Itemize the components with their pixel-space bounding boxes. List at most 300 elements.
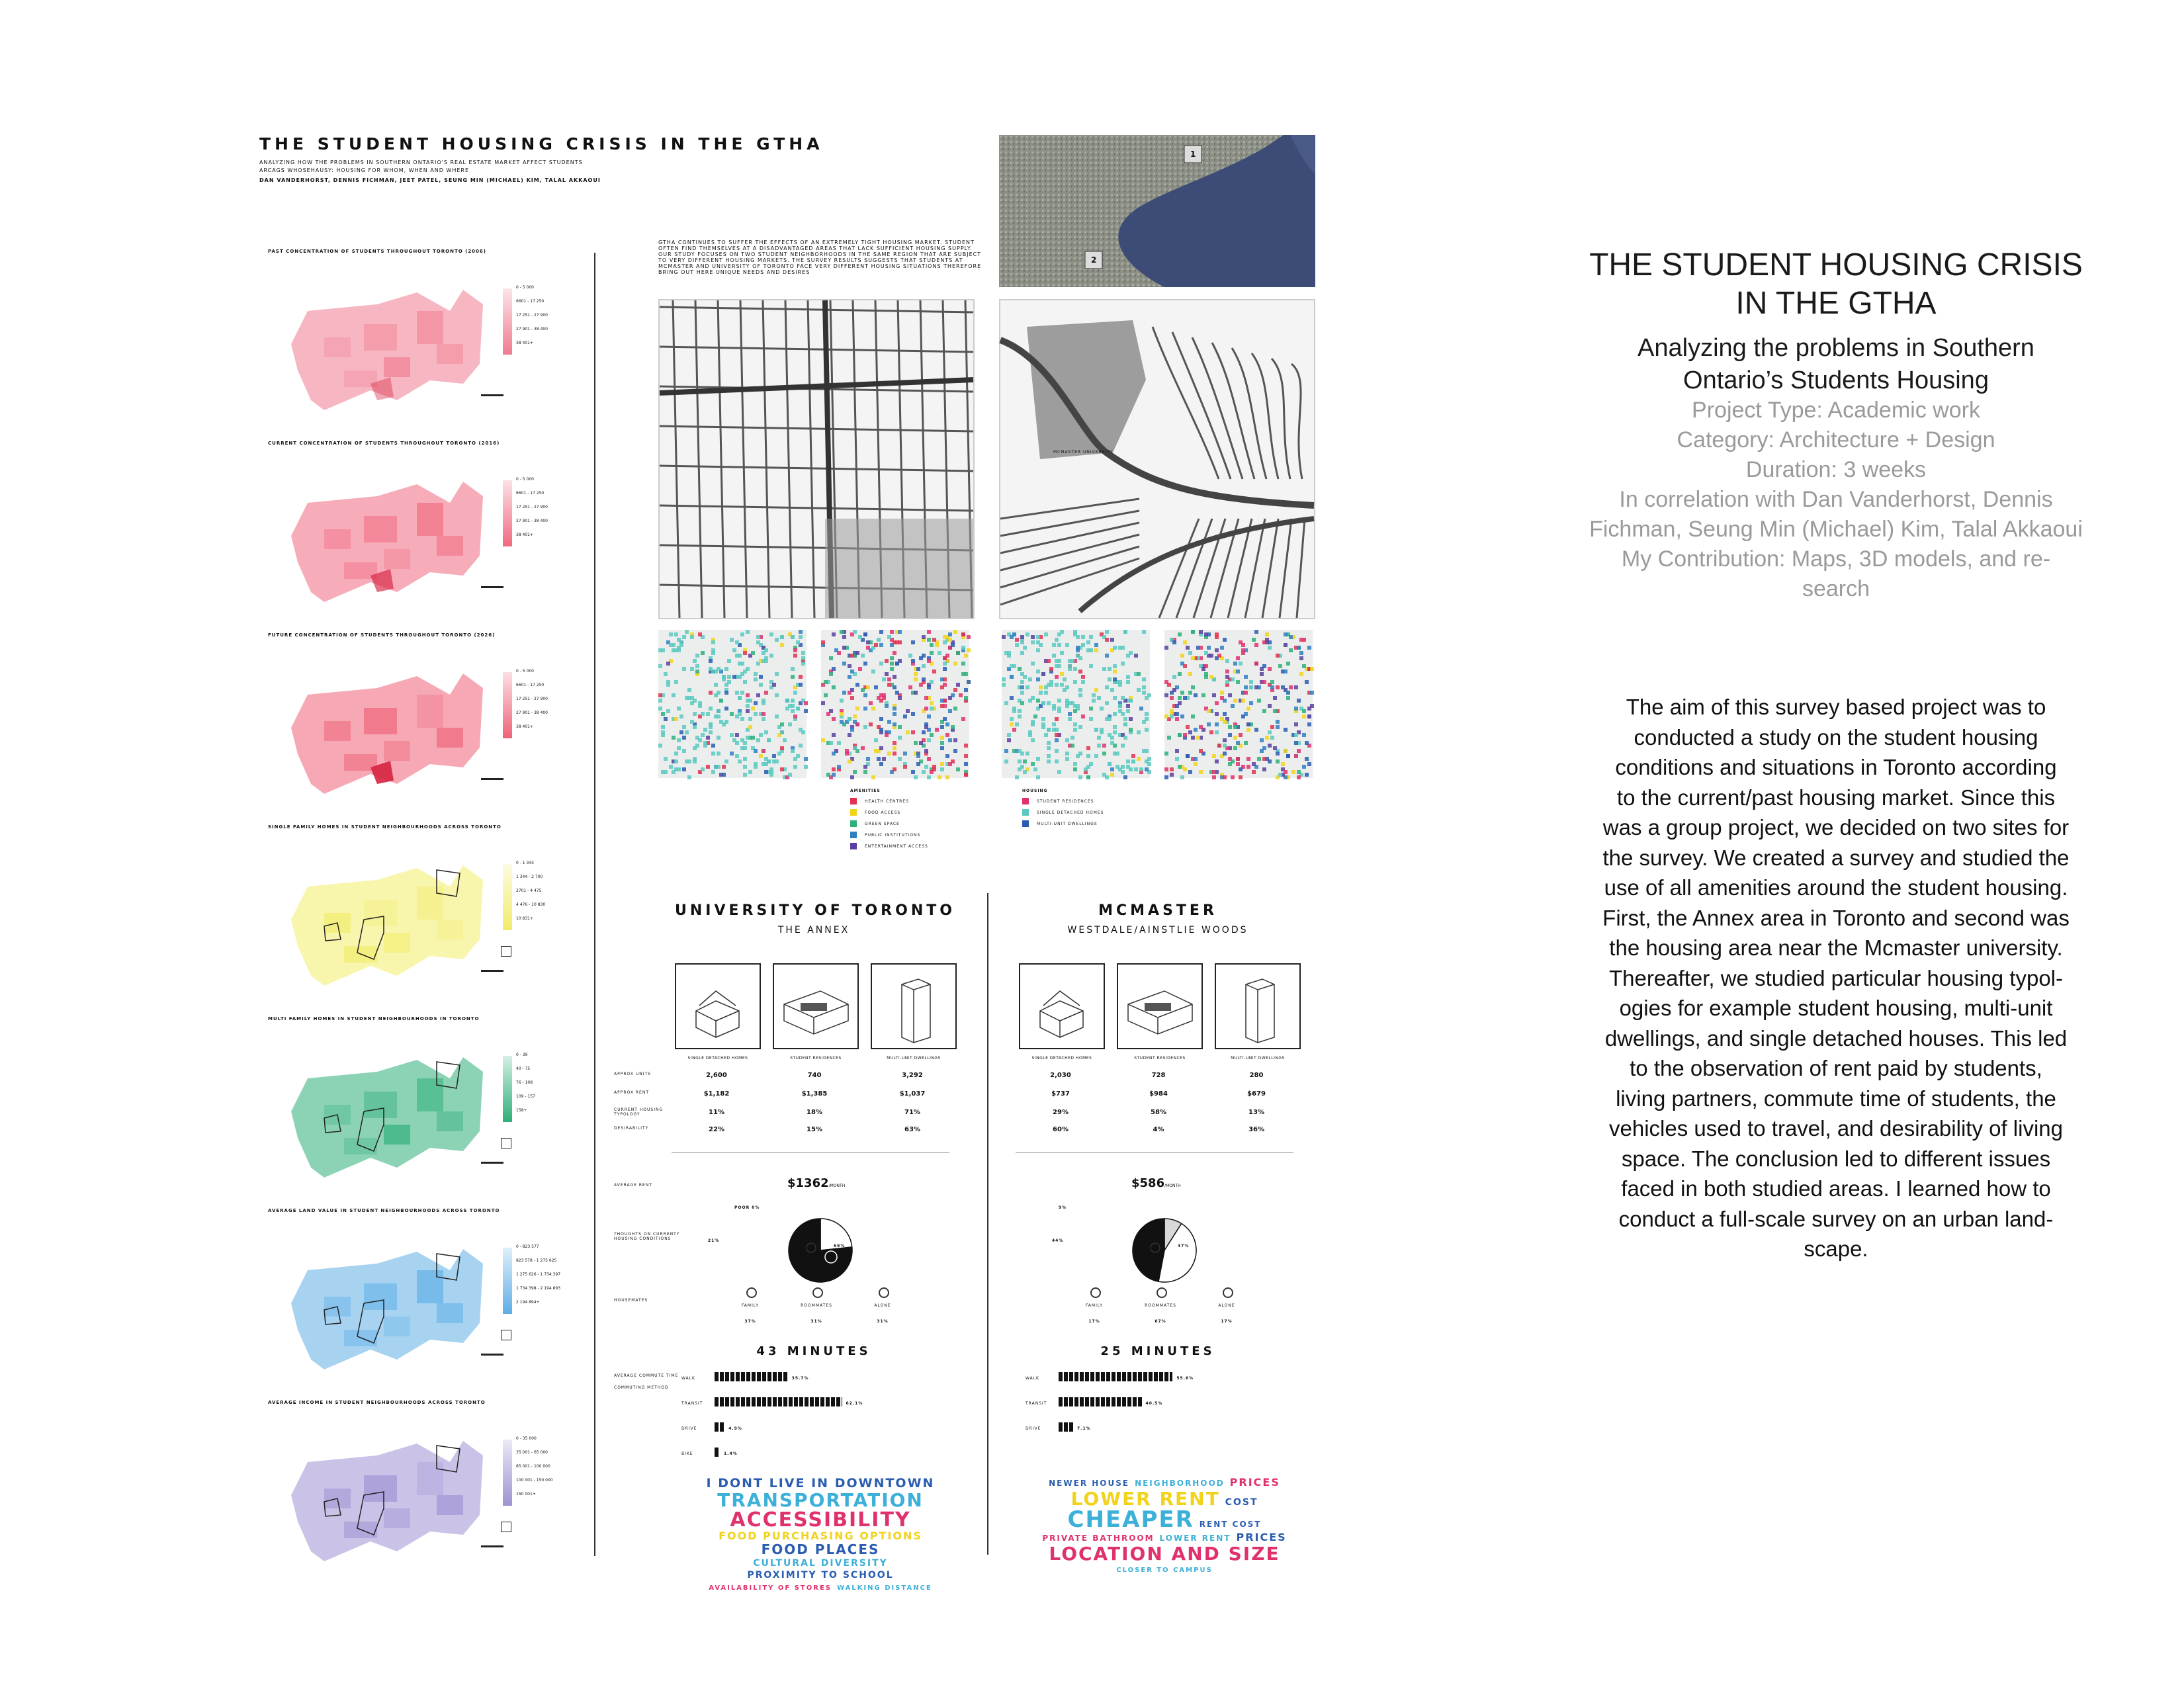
- legend-label: 38 401+: [516, 724, 534, 729]
- amenity-legend-item: [850, 809, 928, 816]
- toronto-map-panel: [268, 628, 579, 814]
- toronto-map-graphic: [281, 662, 493, 807]
- project-description-line: vehicles used to travel, and desirability of living: [1608, 1116, 2064, 1141]
- legend-label: 40 - 75: [516, 1066, 531, 1071]
- amenity-legend-label: HEALTH CENTRES: [865, 799, 909, 804]
- commute-method-value: 7.1%: [1077, 1426, 1091, 1431]
- legend-labels: [516, 472, 548, 542]
- north-arrow-icon: [481, 970, 503, 972]
- toronto-map-graphic: [281, 1237, 493, 1383]
- legend-labels: [516, 664, 548, 734]
- legend-label: 0 - 39: [516, 1053, 528, 1057]
- stat-value-desirability: 36%: [1248, 1126, 1264, 1133]
- person-icon: [1157, 1287, 1167, 1298]
- project-meta-line: My Contribution: Maps, 3D models, and re-: [1621, 546, 2051, 572]
- toronto-map-label: AVERAGE INCOME IN STUDENT NEIGHBOURHOODS ACROSS TORONTO: [268, 1400, 486, 1405]
- stat-value-desirability: 22%: [709, 1126, 724, 1133]
- commute-method-value: 55.6%: [1176, 1376, 1194, 1381]
- legend-gradient-bar: [503, 480, 512, 546]
- toronto-map-graphic: [281, 278, 493, 423]
- stat-value-typology: 13%: [1248, 1109, 1264, 1116]
- toronto-map-legend: [503, 669, 548, 738]
- toronto-map-district: [437, 1303, 463, 1323]
- housemate-label: ROOMMATES: [801, 1303, 832, 1308]
- project-description-line: faced in both studied areas. I learned how to: [1621, 1176, 2051, 1201]
- legend-outline-key: [501, 946, 511, 957]
- legend-label: 823 578 - 1 275 625: [516, 1258, 557, 1263]
- toronto-map-label: AVERAGE LAND VALUE IN STUDENT NEIGHBOURHOODS ACROSS TORONTO: [268, 1208, 500, 1213]
- legend-label: 1 734 398 - 2 194 893: [516, 1286, 561, 1291]
- legend-label: 1 344 - 2 700: [516, 875, 543, 879]
- project-meta-line: search: [1802, 576, 1870, 601]
- housing-type-illustration: [675, 963, 761, 1049]
- satellite-map-graphic: [999, 135, 1315, 287]
- toronto-map-legend: [503, 285, 548, 355]
- toronto-map-district: [324, 529, 351, 549]
- housing-legend-label: STUDENT RESIDENCES: [1037, 799, 1094, 804]
- commute-method-label: TRANSIT: [681, 1401, 703, 1406]
- legend-label: 38 401+: [516, 341, 534, 345]
- housemate-label: FAMILY: [741, 1303, 760, 1308]
- section-divider: [672, 1152, 949, 1153]
- toronto-map-district: [417, 311, 443, 344]
- word-cloud-term: CHEAPER: [1067, 1506, 1194, 1533]
- project-description-line: use of all amenities around the student housing.: [1604, 875, 2068, 900]
- project-subtitle: [1522, 332, 2150, 397]
- pie-label: POOR 0%: [734, 1205, 760, 1210]
- word-cloud-term: COST: [1225, 1497, 1258, 1508]
- stat-value-desirability: 4%: [1153, 1126, 1164, 1133]
- housing-type-illustration: [773, 963, 859, 1049]
- pie-label: 21%: [708, 1238, 720, 1243]
- legend-swatch: [850, 832, 857, 838]
- housing-legend-item: [1022, 798, 1104, 804]
- toronto-map-panel: [268, 245, 579, 430]
- word-cloud-term: CLOSER TO CAMPUS: [1116, 1567, 1213, 1574]
- legend-swatch: [850, 798, 857, 804]
- legend-label: 17 251 - 27 900: [516, 697, 548, 701]
- legend-label: 38 401+: [516, 533, 534, 537]
- commute-method-bar: [715, 1372, 788, 1381]
- average-rent: [1131, 1176, 1181, 1190]
- toronto-map-district: [364, 1283, 397, 1310]
- legend-labels: [516, 1240, 560, 1309]
- row-label-commute: AVERAGE COMMUTE TIME: [614, 1373, 679, 1378]
- person-icon: [812, 1287, 823, 1298]
- legend-label: 76 - 108: [516, 1080, 533, 1085]
- project-description-line: was a group project, we decided on two sites for: [1602, 815, 2070, 840]
- university-name: MCMASTER: [1098, 902, 1217, 919]
- person-icon: [746, 1287, 757, 1298]
- project-description-line: The aim of this survey based project was to: [1626, 695, 2046, 719]
- word-cloud-term: NEIGHBORHOOD: [1135, 1479, 1225, 1488]
- pie-label: 47%: [1178, 1244, 1190, 1248]
- poster-subtitle: [259, 159, 583, 175]
- word-cloud-term: LOCATION AND SIZE: [1049, 1543, 1280, 1565]
- toronto-map-district: [364, 516, 397, 542]
- housing-legend-item: [1022, 820, 1104, 827]
- housemate-value: 31%: [877, 1319, 889, 1324]
- legend-labels: [516, 281, 548, 350]
- toronto-map-legend: [503, 1436, 553, 1506]
- legend-label: 158+: [516, 1108, 527, 1113]
- housemate-value: 37%: [744, 1319, 756, 1324]
- amenity-legend-item: [850, 832, 928, 838]
- toronto-map-district: [417, 1462, 443, 1495]
- building-icon: [1020, 965, 1104, 1048]
- legend-label: 35 001 - 65 000: [516, 1450, 548, 1455]
- commute-method-bar: [715, 1448, 720, 1457]
- toronto-map-district: [437, 1495, 463, 1515]
- project-title-line: IN THE GTHA: [1735, 286, 1937, 321]
- building-icon: [774, 965, 857, 1048]
- housing-type-illustration: [1019, 963, 1105, 1049]
- word-cloud-term: RENT COST: [1199, 1520, 1262, 1529]
- legend-labels: [516, 1048, 535, 1117]
- toronto-map-graphic: [281, 853, 493, 999]
- toronto-map-district: [364, 900, 397, 926]
- commute-method-label: TRANSIT: [1026, 1401, 1047, 1406]
- amenity-legend-label: PUBLIC INSTITUTIONS: [865, 832, 921, 838]
- stat-value-units: 280: [1249, 1072, 1264, 1079]
- toronto-map-label: MULTI FAMILY HOMES IN STUDENT NEIGHBOURHOODS IN TORONTO: [268, 1016, 480, 1021]
- amenity-legend-label: FOOD ACCESS: [865, 810, 901, 815]
- north-arrow-icon: [481, 1354, 503, 1356]
- project-subtitle-line: Analyzing the problems in Southern: [1638, 334, 2034, 362]
- poster-subtitle-line: ARCAGS WHOSEHAUSY: HOUSING FOR WHOM, WHEN AND WHERE: [259, 167, 470, 173]
- toronto-map-district: [384, 1317, 410, 1336]
- amenity-legend-item: [850, 798, 928, 804]
- amenity-dot-maps-graphic: [658, 630, 1313, 778]
- row-label-method: COMMUTING METHOD: [614, 1385, 669, 1390]
- legend-label: 65 001 - 100 000: [516, 1464, 550, 1469]
- amenity-dot-map: [821, 630, 971, 779]
- word-cloud-term: WALKING DISTANCE: [836, 1584, 932, 1592]
- amenities-legend-title: AMENITIES: [850, 789, 881, 793]
- legend-label: 6601 - 17 250: [516, 491, 545, 496]
- project-description-line: the survey. We created a survey and studied the: [1602, 845, 2070, 870]
- legend-labels: [516, 1432, 553, 1501]
- project-description: [1522, 692, 2150, 1264]
- stat-value-units: 2,600: [706, 1072, 727, 1079]
- average-commute-time: 43 MINUTES: [756, 1344, 871, 1358]
- toronto-map-district: [364, 708, 397, 734]
- legend-label: 17 251 - 27 900: [516, 313, 548, 318]
- mcmaster-street-map: [999, 299, 1315, 619]
- project-description-line: to the current/past housing market. Since this: [1616, 785, 2056, 810]
- project-description-line: First, the Annex area in Toronto and second was: [1602, 905, 2070, 930]
- word-cloud-term: NEWER HOUSE: [1049, 1479, 1130, 1488]
- amenity-legend-item: [850, 843, 928, 849]
- commute-method-value: 40.5%: [1145, 1401, 1163, 1406]
- stat-value-typology: 11%: [709, 1109, 724, 1116]
- housing-legend-item: [1022, 809, 1104, 816]
- housing-type-label: STUDENT RESIDENCES: [790, 1056, 842, 1060]
- housing-type-label: STUDENT RESIDENCES: [1134, 1056, 1186, 1060]
- project-title-line: THE STUDENT HOUSING CRISIS: [1589, 247, 2083, 282]
- legend-label: 17 251 - 27 900: [516, 505, 548, 509]
- toronto-maps-column: [268, 245, 579, 1561]
- legend-label: 0 - 35 000: [516, 1436, 537, 1441]
- project-description-line: the housing area near the Mcmaster university.: [1609, 935, 2063, 960]
- north-arrow-icon: [481, 586, 503, 588]
- toronto-map-district: [437, 536, 463, 556]
- legend-swatch: [850, 809, 857, 816]
- toronto-map-label: CURRENT CONCENTRATION OF STUDENTS THROUGHOUT TORONTO (2016): [268, 441, 500, 446]
- toronto-map-panel: [268, 1204, 579, 1389]
- amenities-legend: [850, 789, 928, 849]
- word-cloud-term: I DONT LIVE IN DOWNTOWN: [706, 1476, 935, 1491]
- row-label-average-rent: AVERAGE RENT: [614, 1183, 653, 1188]
- legend-label: 109 - 157: [516, 1094, 535, 1099]
- toronto-map-legend: [503, 861, 546, 930]
- row-label-rent: APPROX RENT: [614, 1090, 649, 1095]
- annex-street-map-graphic: [660, 300, 973, 618]
- building-icon: [1216, 965, 1299, 1048]
- mcmaster-column: [1019, 893, 1317, 1588]
- stat-value-rent: $1,037: [899, 1090, 926, 1098]
- legend-label: 0 - 1 343: [516, 861, 534, 865]
- project-meta-line: Duration: 3 weeks: [1745, 457, 1927, 482]
- housemate-label: ALONE: [1218, 1303, 1235, 1308]
- word-cloud-term: PROXIMITY TO SCHOOL: [747, 1570, 894, 1580]
- housing-type-label: SINGLE DETACHED HOMES: [687, 1056, 748, 1060]
- university-name: UNIVERSITY OF TORONTO: [675, 902, 955, 919]
- housemate-value: 31%: [810, 1319, 822, 1324]
- project-meta-line: Category: Architecture + Design: [1677, 427, 1995, 453]
- legend-outline-key: [501, 1138, 511, 1148]
- toronto-map-district: [384, 933, 410, 953]
- commute-method-label: WALK: [681, 1376, 695, 1381]
- commute-method-value: 62.1%: [846, 1401, 863, 1406]
- person-icon: [879, 1287, 889, 1298]
- project-description-line: conduct a full-scale survey on an urban land-: [1618, 1206, 2054, 1231]
- legend-label: 27 901 - 38 400: [516, 711, 548, 715]
- north-arrow-icon: [481, 778, 503, 780]
- commute-method-label: WALK: [1026, 1376, 1039, 1381]
- amenity-dot-map: [658, 630, 808, 779]
- word-cloud-term: PRICES: [1236, 1531, 1287, 1543]
- toronto-map-graphic: [281, 470, 493, 615]
- commute-method-bar: [715, 1422, 724, 1432]
- housing-type-label: MULTI-UNIT DWELLINGS: [1231, 1056, 1285, 1060]
- university-area: THE ANNEX: [777, 925, 850, 935]
- legend-label: 0 - 5 000: [516, 477, 534, 482]
- legend-label: 6601 - 17 250: [516, 299, 545, 304]
- housemate-label: ALONE: [874, 1303, 891, 1308]
- commute-method-label: DRIVE: [681, 1426, 697, 1431]
- toronto-map-label: PAST CONCENTRATION OF STUDENTS THROUGHOUT TORONTO (2006): [268, 249, 486, 254]
- amenity-legend-label: GREEN SPACE: [865, 821, 900, 826]
- stat-value-typology: 29%: [1053, 1109, 1069, 1116]
- toronto-map-district: [364, 1475, 397, 1502]
- legend-label: 1 275 626 - 1 734 397: [516, 1272, 561, 1277]
- row-label-units: APPROX UNITS: [614, 1072, 651, 1076]
- row-label-housemates: HOUSEMATES: [614, 1298, 648, 1303]
- legend-swatch: [850, 843, 857, 849]
- toronto-map-district: [364, 1092, 397, 1118]
- building-icon: [676, 965, 760, 1048]
- housing-conditions-pie: [748, 1204, 893, 1297]
- toronto-map-district: [437, 920, 463, 939]
- pie-label: 44%: [1052, 1238, 1064, 1243]
- legend-outline-key: [501, 1330, 511, 1340]
- university-divider: [987, 893, 988, 1555]
- legend-label: 2 194 894+: [516, 1300, 540, 1305]
- average-commute-time: 25 MINUTES: [1100, 1344, 1215, 1358]
- word-cloud-term: AVAILABILITY OF STORES: [709, 1584, 832, 1592]
- row-label-desirability: DESIRABILITY: [614, 1126, 649, 1131]
- legend-gradient-bar: [503, 1248, 512, 1314]
- commute-method-bar: [1059, 1372, 1172, 1381]
- housing-legend-label: SINGLE DETACHED HOMES: [1037, 810, 1104, 815]
- toronto-map-district: [324, 337, 351, 357]
- building-icon: [1118, 965, 1201, 1048]
- housemate-value: 17%: [1221, 1319, 1233, 1324]
- mcmaster-map-label: MCMASTER UNIVERSITY: [1053, 450, 1114, 454]
- toronto-map-district: [384, 1508, 410, 1528]
- legend-swatch: [1022, 798, 1029, 804]
- toronto-map-district: [384, 357, 410, 377]
- north-arrow-icon: [481, 394, 503, 396]
- project-description-line: scape.: [1804, 1236, 1868, 1261]
- housing-legend: [1022, 789, 1104, 827]
- word-cloud-term: LOWER RENT: [1159, 1534, 1231, 1543]
- toronto-map-district: [417, 503, 443, 536]
- toronto-map-legend: [503, 1244, 561, 1314]
- housing-type-label: SINGLE DETACHED HOMES: [1031, 1056, 1092, 1060]
- intro-text: GTHA CONTINUES TO SUFFER THE EFFECTS OF AN EXTREMELY TIGHT HOUSING MARKET. STUDENT OFTEN FIND THEMSELVES AT A DISADVANTAGED AREAS THAT LACK SUFFICIENT HOUSING SUPPLY. OUR STUDY FOCUSES ON TWO STUDENT NEIGHBORHOODS IN THE SAME REGION THAT ARE SUBJECT TO VERY DIFFERENT HOUSING MARKETS. THE SURVEY RESULTS SUGGESTS THAT STUDENTS AT MCMASTER AND UNIVERSITY OF TORONTO FACE VERY DIFFERENT HOUSING SITUATIONS THEREFORE BRING OUT HERE UNIQUE NEEDS AND DESIRES: [658, 239, 982, 275]
- legend-label: 150 001+: [516, 1492, 536, 1496]
- toronto-map-district: [437, 728, 463, 748]
- stat-value-units: 3,292: [902, 1072, 923, 1079]
- legend-label: 10 831+: [516, 916, 534, 921]
- toronto-map-panel: [268, 437, 579, 622]
- legend-label: 27 901 - 38 400: [516, 327, 548, 331]
- legend-label: 6601 - 17 250: [516, 683, 545, 687]
- toronto-map-district: [417, 695, 443, 728]
- word-cloud: [695, 1476, 946, 1592]
- toronto-map-label: SINGLE FAMILY HOMES IN STUDENT NEIGHBOURHOODS ACROSS TORONTO: [268, 824, 502, 830]
- legend-label: 4 476 - 10 830: [516, 902, 546, 907]
- average-rent: [787, 1176, 845, 1190]
- toronto-map-district: [417, 887, 443, 920]
- toronto-map-panel: [268, 1396, 579, 1581]
- amenity-legend-label: ENTERTAINMENT ACCESS: [865, 844, 928, 849]
- toronto-map-panel: [268, 820, 579, 1006]
- commute-method-value: 4.9%: [728, 1426, 742, 1431]
- housing-type-illustration: [1117, 963, 1203, 1049]
- legend-gradient-bar: [503, 288, 512, 355]
- stat-value-rent: $679: [1247, 1090, 1266, 1098]
- stat-value-units: 2,030: [1050, 1072, 1071, 1079]
- amenity-legend-item: [850, 820, 928, 827]
- amenity-dot-map: [1164, 630, 1314, 779]
- housing-legend-title: HOUSING: [1022, 789, 1048, 793]
- project-meta-line: Project Type: Academic work: [1692, 398, 1980, 423]
- stat-value-units: 740: [807, 1072, 822, 1079]
- project-title: [1522, 246, 2150, 323]
- average-rent-unit: /MONTH: [1164, 1184, 1181, 1188]
- housing-type-label: MULTI-UNIT DWELLINGS: [887, 1056, 941, 1060]
- row-label-typology: CURRENT HOUSING TYPOLOGY: [614, 1107, 664, 1117]
- legend-gradient-bar: [503, 864, 512, 930]
- housing-conditions-pie: [1092, 1204, 1237, 1297]
- toronto-map-district: [417, 1270, 443, 1303]
- commute-method-value: 35.7%: [791, 1376, 809, 1381]
- commute-method-value: 1.4%: [724, 1451, 738, 1456]
- legend-labels: [516, 856, 545, 926]
- stat-value-typology: 71%: [904, 1109, 920, 1116]
- stat-value-desirability: 15%: [807, 1126, 822, 1133]
- mcmaster-street-map-graphic: [1000, 300, 1314, 618]
- toronto-map-panel: [268, 1012, 579, 1197]
- stat-value-desirability: 63%: [904, 1126, 920, 1133]
- toronto-map-district: [417, 1078, 443, 1111]
- annex-street-map: [658, 299, 975, 619]
- amenity-dot-map: [1002, 630, 1151, 779]
- commute-method-bar: [1059, 1397, 1142, 1406]
- legend-label: 100 001 - 150 000: [516, 1478, 553, 1483]
- housemate-value: 67%: [1155, 1319, 1166, 1324]
- uoft-column: [675, 893, 973, 1592]
- word-cloud-term: FOOD PURCHASING OPTIONS: [719, 1530, 922, 1542]
- average-rent-value: $1362: [787, 1176, 829, 1190]
- word-cloud-term: TRANSPORTATION: [717, 1489, 924, 1511]
- toronto-map-legend: [503, 477, 548, 546]
- average-rent-unit: /MONTH: [828, 1184, 846, 1188]
- toronto-map-graphic: [281, 1429, 493, 1575]
- toronto-map-district: [364, 324, 397, 351]
- stat-value-typology: 18%: [807, 1109, 822, 1116]
- housemate-label: ROOMMATES: [1145, 1303, 1176, 1308]
- stat-value-rent: $737: [1051, 1090, 1070, 1098]
- row-label-thoughts: THOUGHTS ON CURRENTY HOUSING CONDITIONS: [614, 1232, 680, 1241]
- section-divider: [1016, 1152, 1293, 1153]
- commute-method-bar: [1059, 1422, 1073, 1432]
- project-description-line: dwellings, and single detached houses. This led: [1604, 1025, 2068, 1051]
- housing-type-illustration: [1215, 963, 1301, 1049]
- north-arrow-icon: [481, 1545, 503, 1547]
- toronto-map-legend: [503, 1053, 535, 1122]
- project-meta-line: Fichman, Seung Min (Michael) Kim, Talal Akkaoui: [1589, 517, 2083, 542]
- site-marker-1: 1: [1190, 150, 1197, 159]
- legend-swatch: [1022, 809, 1029, 816]
- satellite-map: [999, 135, 1315, 287]
- word-cloud: [1039, 1476, 1290, 1574]
- average-rent-value: $586: [1131, 1176, 1165, 1190]
- legend-label: 2701 - 4 475: [516, 888, 542, 893]
- word-cloud-term: FOOD PLACES: [761, 1541, 880, 1557]
- toronto-map-district: [384, 549, 410, 569]
- commute-method-label: BIKE: [681, 1451, 693, 1456]
- stat-value-units: 728: [1151, 1072, 1166, 1079]
- poster-subtitle-line: ANALYZING HOW THE PROBLEMS IN SOUTHERN ONTARIO'S REAL ESTATE MARKET AFFECT STUDENTS: [259, 159, 583, 165]
- stat-value-desirability: 60%: [1053, 1126, 1069, 1133]
- amenity-maps: [658, 630, 1313, 778]
- legend-swatch: [1022, 820, 1029, 827]
- stat-value-typology: 58%: [1151, 1109, 1166, 1116]
- project-description-line: to the observation of rent paid by students,: [1630, 1056, 2042, 1080]
- pie-label: 69%: [834, 1244, 846, 1248]
- word-cloud-term: ACCESSIBILITY: [730, 1508, 911, 1532]
- housing-type-illustration: [871, 963, 957, 1049]
- project-description-line: Thereafter, we studied particular housing typol-: [1608, 965, 2064, 990]
- word-cloud-term: PRICES: [1229, 1476, 1280, 1489]
- toronto-map-district: [437, 1111, 463, 1131]
- legend-label: 0 - 823 577: [516, 1244, 539, 1249]
- site-marker-2: 2: [1091, 255, 1098, 265]
